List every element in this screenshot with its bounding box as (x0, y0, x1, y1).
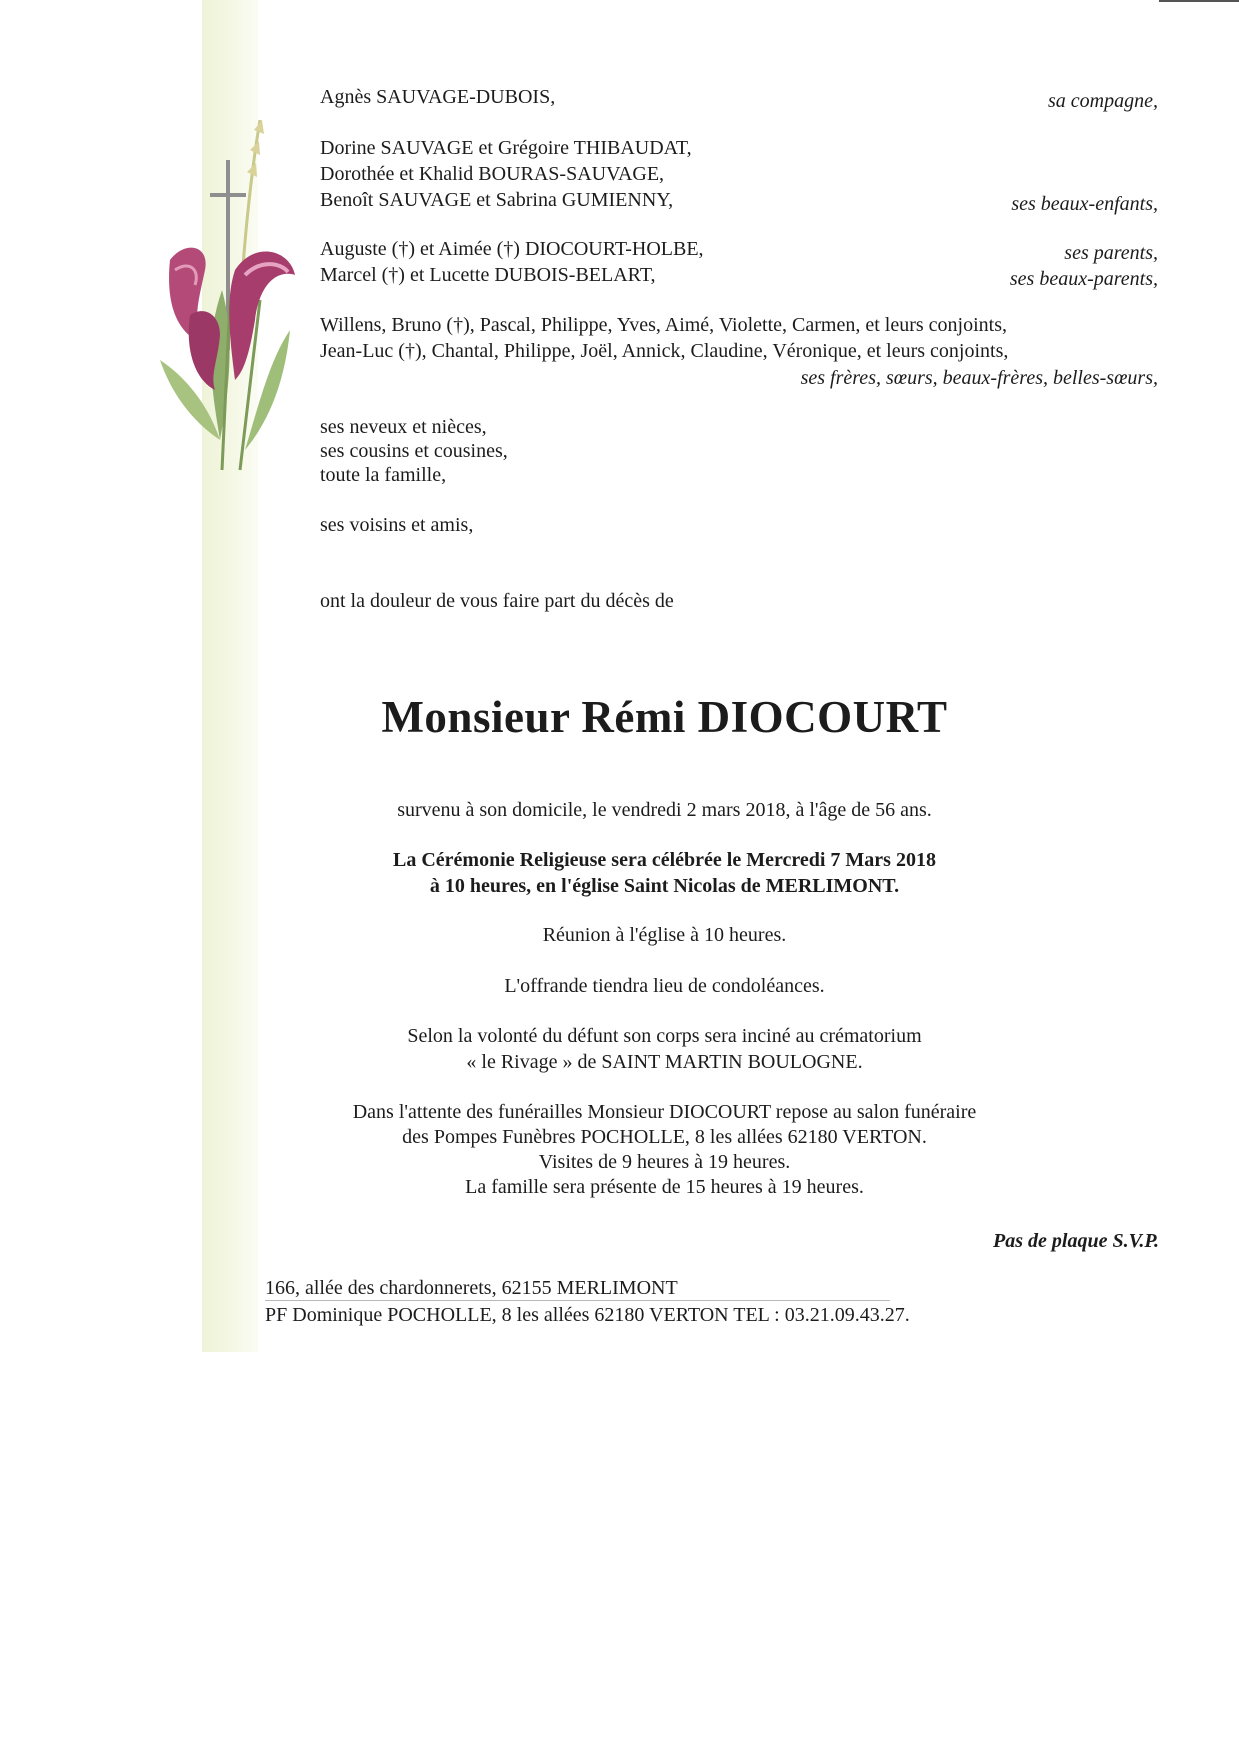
lily-cross-illustration (150, 120, 320, 480)
parents-names: Auguste (†) et Aimée (†) DIOCOURT-HOLBE, (320, 238, 704, 260)
neighbours-friends: ses voisins et amis, (320, 514, 474, 536)
whole-family: toute la famille, (320, 464, 447, 486)
siblings-line-2: Jean-Luc (†), Chantal, Philippe, Joël, Annick, Claudine, Véronique, et leurs conjoints, (320, 340, 1009, 362)
deceased-name: Monsieur Rémi DIOCOURT (381, 692, 948, 742)
meeting-info: Réunion à l'église à 10 heures. (542, 924, 787, 946)
offering-info: L'offrande tiendra lieu de condoléances. (504, 975, 825, 997)
cousins: ses cousins et cousines, (320, 440, 508, 462)
nephews-nieces: ses neveux et nièces, (320, 416, 487, 438)
ceremony-line-1: La Cérémonie Religieuse sera célébrée le Mercredi 7 Mars 2018 (393, 849, 936, 871)
no-plaque-notice: Pas de plaque S.V.P. (993, 1230, 1159, 1252)
rest-line-2: des Pompes Funèbres POCHOLLE, 8 les allées 62180 VERTON. (402, 1126, 927, 1148)
siblings-line-1: Willens, Bruno (†), Pascal, Philippe, Yves, Aimé, Violette, Carmen, et leurs conjoints, (320, 314, 1007, 336)
home-address: 166, allée des chardonnerets, 62155 MERLIMONT (265, 1277, 678, 1299)
rest-line-3: Visites de 9 heures à 19 heures. (538, 1151, 791, 1173)
death-details: survenu à son domicile, le vendredi 2 mars 2018, à l'âge de 56 ans. (397, 799, 932, 821)
announcement-text: ont la douleur de vous faire part du décès de (320, 590, 674, 612)
footer-divider (265, 1300, 890, 1301)
scan-edge-line (1159, 0, 1239, 2)
rest-line-4: La famille sera présente de 15 heures à 19 heures. (465, 1176, 864, 1198)
in-laws-role: ses beaux-parents, (1009, 268, 1158, 290)
in-laws-names: Marcel (†) et Lucette DUBOIS-BELART, (320, 264, 656, 286)
children-role: ses beaux-enfants, (1011, 193, 1158, 215)
partner-name: Agnès SAUVAGE-DUBOIS, (320, 86, 556, 108)
funeral-home-contact: PF Dominique POCHOLLE, 8 les allées 62180 VERTON TEL : 03.21.09.43.27. (265, 1304, 910, 1326)
ceremony-line-2: à 10 heures, en l'église Saint Nicolas de MERLIMONT. (429, 875, 900, 897)
cremation-line-2: « le Rivage » de SAINT MARTIN BOULOGNE. (466, 1051, 863, 1073)
siblings-role: ses frères, sœurs, beaux-frères, belles-sœurs, (800, 367, 1158, 389)
partner-role: sa compagne, (1048, 90, 1158, 112)
cremation-line-1: Selon la volonté du défunt son corps sera inciné au crématorium (407, 1025, 922, 1047)
child-3: Benoît SAUVAGE et Sabrina GUMIENNY, (320, 189, 674, 211)
rest-line-1: Dans l'attente des funérailles Monsieur DIOCOURT repose au salon funéraire (352, 1101, 977, 1123)
child-1: Dorine SAUVAGE et Grégoire THIBAUDAT, (320, 137, 692, 159)
child-2: Dorothée et Khalid BOURAS-SAUVAGE, (320, 163, 665, 185)
parents-role: ses parents, (1064, 242, 1158, 264)
